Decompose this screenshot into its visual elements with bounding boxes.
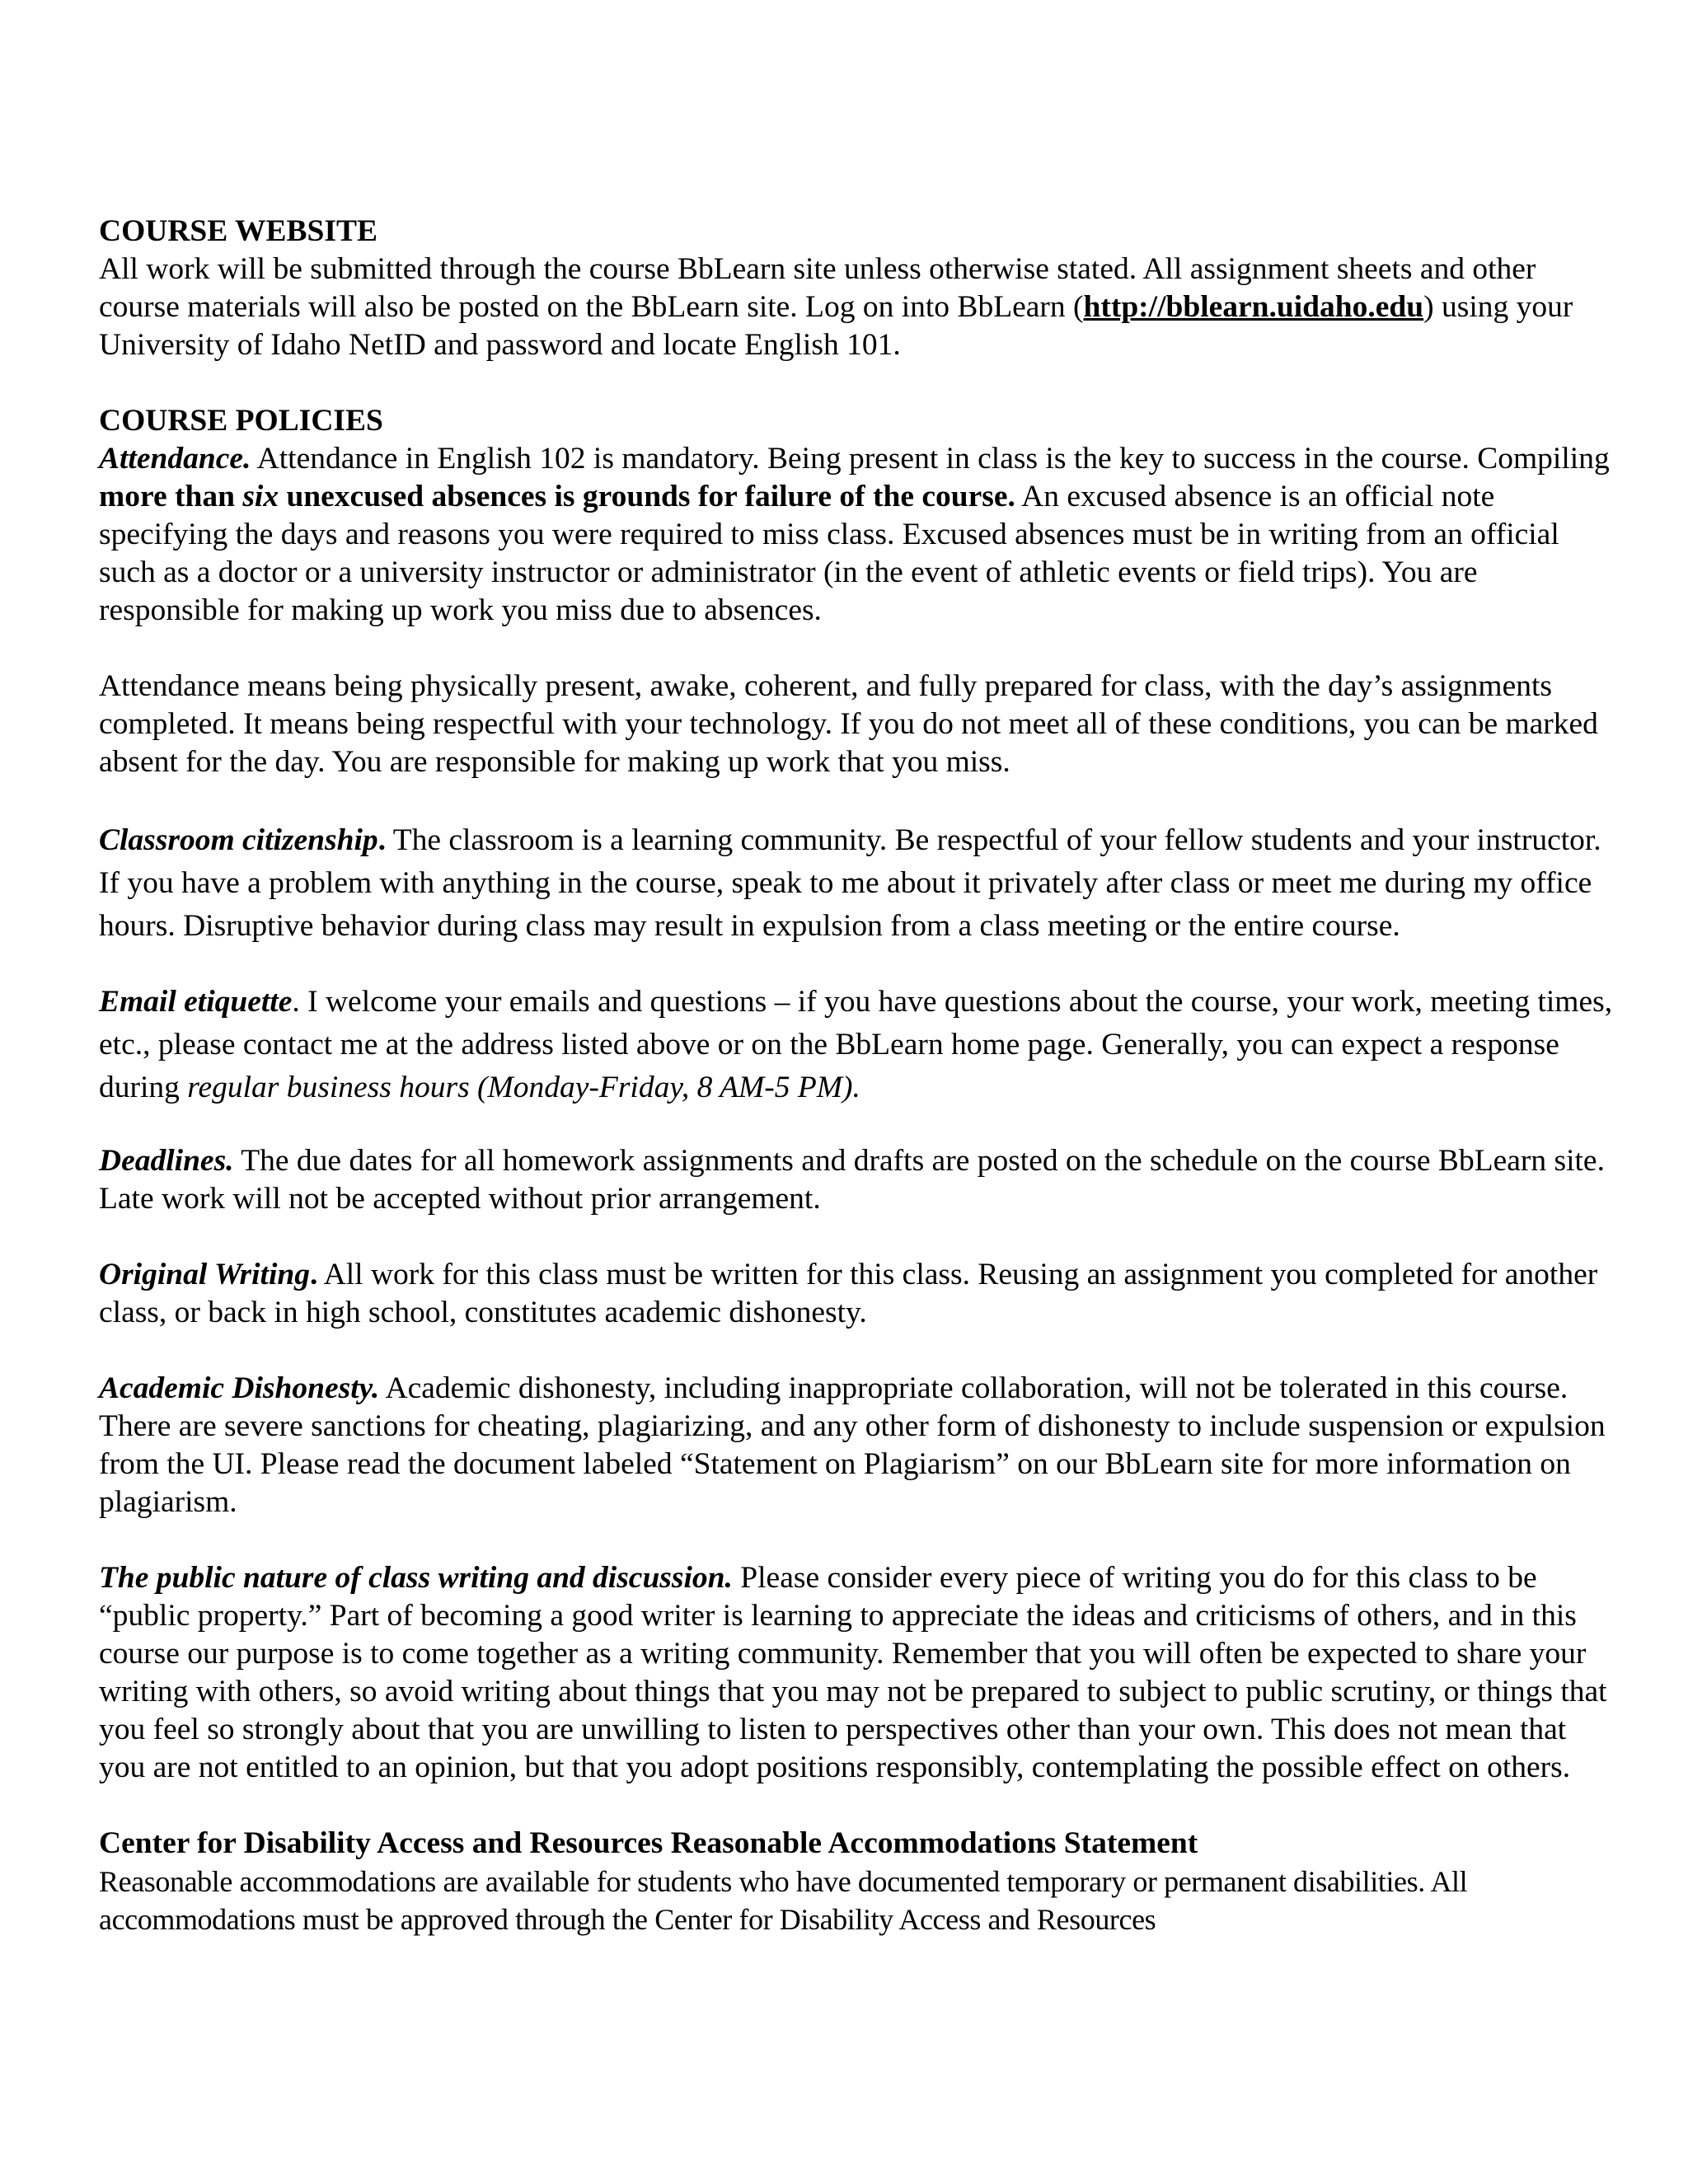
deadlines-lead: Deadlines. bbox=[99, 1144, 234, 1178]
citizenship-dot: . bbox=[377, 823, 386, 857]
attendance-paragraph bbox=[99, 440, 1615, 630]
citizenship-text: The classroom is a learning community. Be respectful of your fellow students and your instructor. If you have a problem with anything in the course, speak to me about it privately after class or meet me during my office hours. Disruptive behavior during class may result in expulsion from a class meeting or the entire course. bbox=[99, 823, 1601, 943]
academic-dishonesty-lead: Academic Dishonesty. bbox=[99, 1371, 380, 1405]
email-italic: regular business hours (Monday-Friday, 8 AM-5 PM). bbox=[187, 1071, 860, 1104]
course-website-section bbox=[99, 213, 1615, 364]
email-lead: Email etiquette bbox=[99, 985, 293, 1019]
disability-accommodations-text: Reasonable accommodations are available for students who have documented temporary or permanent disabilities. All accommodations must be approved through the Center for Disability Access and Resources bbox=[99, 1865, 1468, 1936]
public-nature-lead: The public nature of class writing and discussion. bbox=[99, 1561, 733, 1595]
document-page bbox=[99, 213, 1615, 1938]
attendance-bold-italic: six bbox=[242, 480, 279, 513]
bblearn-link[interactable]: http://bblearn.uidaho.edu bbox=[1083, 290, 1424, 324]
course-policies-heading: COURSE POLICIES bbox=[99, 404, 383, 438]
original-writing-dot: . bbox=[310, 1258, 318, 1291]
spacer bbox=[99, 781, 1615, 819]
spacer bbox=[99, 1218, 1615, 1256]
original-writing-paragraph bbox=[99, 1256, 1615, 1332]
disability-accommodations-section bbox=[99, 1825, 1615, 1938]
original-writing-lead: Original Writing bbox=[99, 1258, 310, 1291]
original-writing-text: All work for this class must be written for this class. Reusing an assignment you completed for another class, or back in high school, constitutes academic dishonesty. bbox=[99, 1258, 1598, 1329]
spacer bbox=[99, 1332, 1615, 1370]
spacer bbox=[99, 364, 1615, 402]
spacer bbox=[99, 1109, 1615, 1142]
attendance-bold-2: unexcused absences is grounds for failure of the course. bbox=[279, 480, 1015, 513]
attendance-text-2: An excused absence is an official note specifying the days and reasons you were required to miss class. Excused absences must be in writing from an official such as a doctor or a university instructor or administrator (in the event of athletic events or field trips). You are responsible for making up work you miss due to absences. bbox=[99, 480, 1559, 627]
course-website-heading: COURSE WEBSITE bbox=[99, 214, 377, 248]
citizenship-paragraph bbox=[99, 819, 1615, 948]
public-nature-paragraph bbox=[99, 1559, 1615, 1787]
spacer bbox=[99, 1787, 1615, 1825]
email-paragraph bbox=[99, 981, 1615, 1109]
academic-dishonesty-paragraph bbox=[99, 1370, 1615, 1521]
public-nature-text: Please consider every piece of writing you do for this class to be “public property.” Part of becoming a good writer is learning to appreciate the ideas and criticisms of others, and in this course our purpose is to come together as a writing community. Remember that you will often be expected to share your writing with others, so avoid writing about things that you may not be prepared to subject to public scrutiny, or things that you feel so strongly about that you are unwilling to listen to perspectives other than your own. This does not mean that you are not entitled to an opinion, but that you adopt positions responsibly, contemplating the possible effect on others. bbox=[99, 1561, 1607, 1784]
deadlines-text: The due dates for all homework assignments and drafts are posted on the schedule on the course BbLearn site. Late work will not be accepted without prior arrangement. bbox=[99, 1144, 1605, 1216]
course-website-paragraph bbox=[99, 251, 1615, 364]
course-policies-section bbox=[99, 402, 1615, 1787]
attendance-bold-1: more than bbox=[99, 480, 243, 513]
email-text: . I welcome your emails and questions – if you have questions about the course, your work, meeting times, etc., please contact me at the address listed above or on the BbLearn home page. Generally, you can expect a response during bbox=[99, 985, 1613, 1104]
academic-dishonesty-text: Academic dishonesty, including inappropriate collaboration, will not be tolerated in this course. There are severe sanctions for cheating, plagiarizing, and any other form of dishonesty to include suspension or expulsion from the UI. Please read the document labeled “Statement on Plagiarism” on our BbLearn site for more information on plagiarism. bbox=[99, 1371, 1606, 1519]
attendance-text-1: Attendance in English 102 is mandatory. Being present in class is the key to success in the course. Compiling bbox=[251, 442, 1610, 476]
citizenship-lead: Classroom citizenship bbox=[99, 823, 378, 857]
course-website-text-2: ) using your University of Idaho NetID and password and locate English 101. bbox=[99, 290, 1573, 362]
attendance-meaning-paragraph: Attendance means being physically present, awake, coherent, and fully prepared for class, with the day’s assignments completed. It means being respectful with your technology. If you do not meet all of these conditions, you can be marked absent for the day. You are responsible for making up work that you miss. bbox=[99, 669, 1598, 779]
disability-accommodations-heading: Center for Disability Access and Resources Reasonable Accommodations Statement bbox=[99, 1826, 1198, 1860]
spacer bbox=[99, 1521, 1615, 1559]
deadlines-paragraph bbox=[99, 1142, 1615, 1218]
attendance-lead: Attendance. bbox=[99, 442, 251, 476]
spacer bbox=[99, 630, 1615, 668]
spacer bbox=[99, 948, 1615, 981]
course-website-text-1: All work will be submitted through the course BbLearn site unless otherwise stated. All assignment sheets and other course materials will also be posted on the BbLearn site. Log on into BbLearn ( bbox=[99, 252, 1536, 324]
